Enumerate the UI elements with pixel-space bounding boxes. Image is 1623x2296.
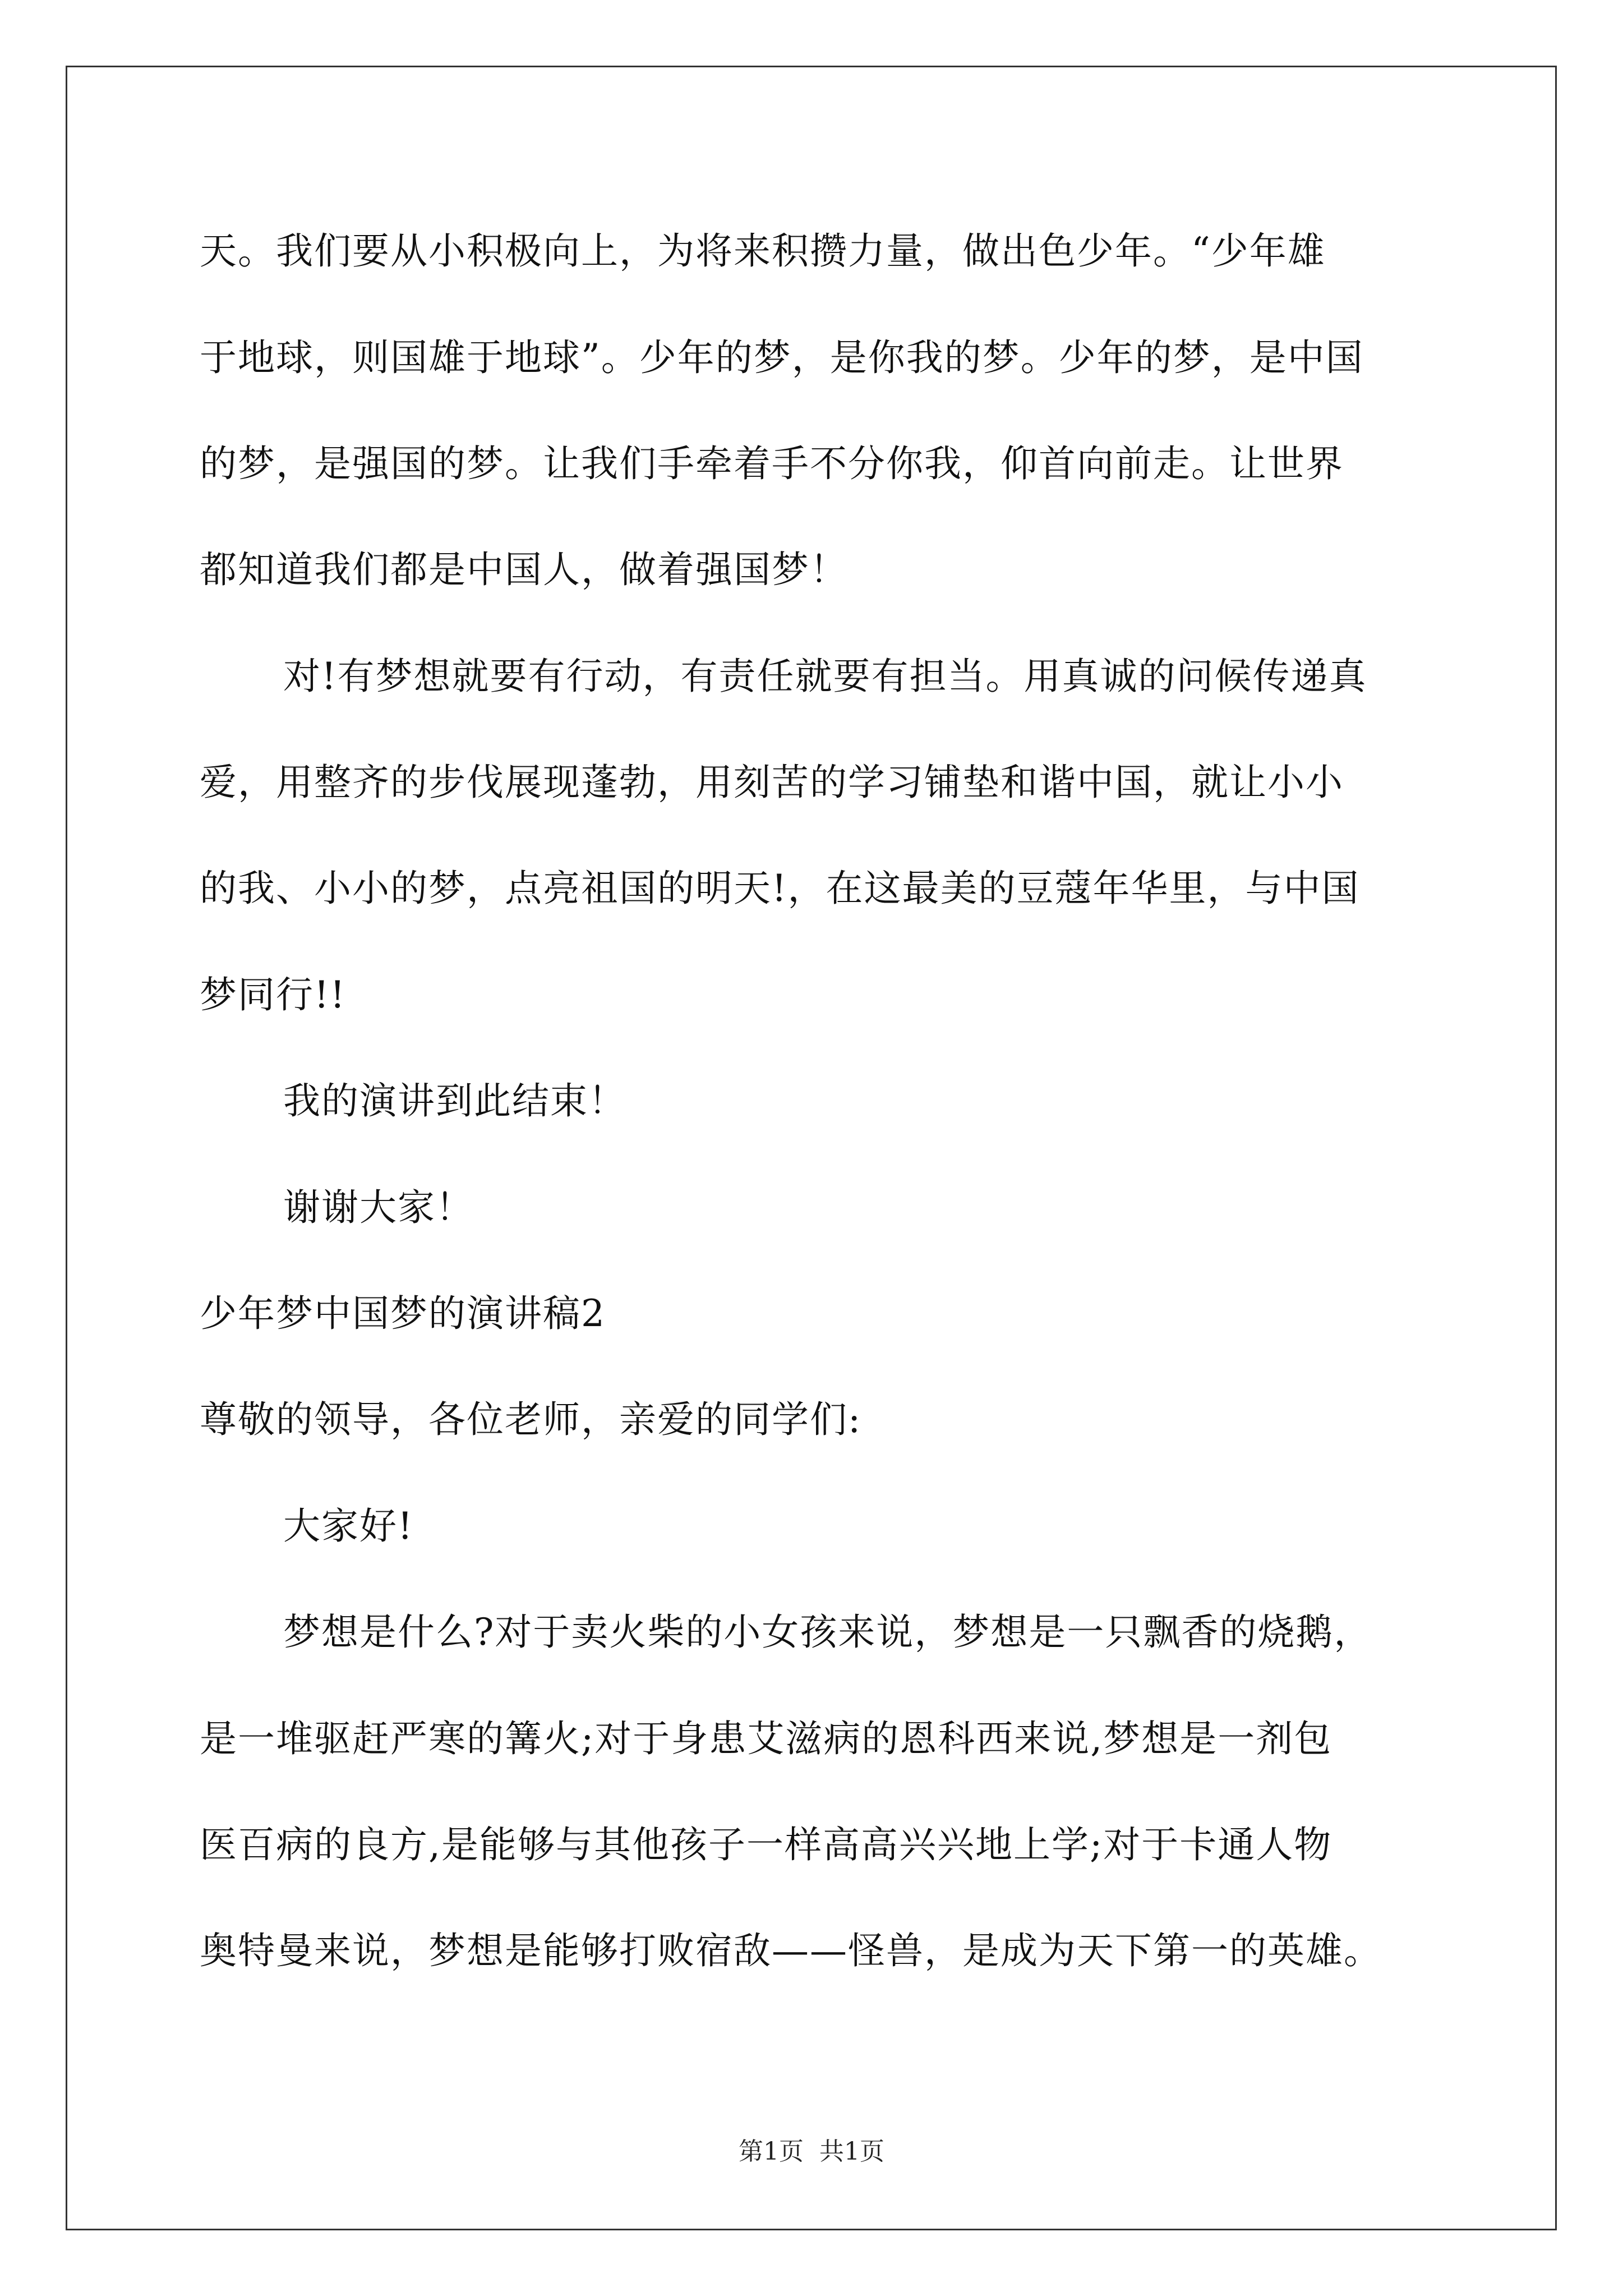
section-title: 少年梦中国梦的演讲稿2 bbox=[200, 1292, 606, 1335]
paragraph-line: 谢谢大家！ bbox=[283, 1186, 474, 1229]
body-line: 医百病的良方,是能够与其他孩子一样高高兴兴地上学;对于卡通人物 bbox=[200, 1823, 1332, 1866]
body-line: 于地球，则国雄于地球”。少年的梦，是你我的梦。少年的梦，是中国 bbox=[200, 336, 1364, 379]
body-line: 是一堆驱赶严寒的篝火;对于身患艾滋病的恩科西来说,梦想是一剂包 bbox=[200, 1717, 1332, 1760]
body-line: 奥特曼来说，梦想是能够打败宿敌——怪兽，是成为天下第一的英雄。 bbox=[200, 1929, 1382, 1972]
body-line: 天。我们要从小积极向上，为将来积攒力量，做出色少年。“少年雄 bbox=[200, 229, 1326, 273]
paragraph-line: 我的演讲到此结束！ bbox=[283, 1079, 626, 1122]
paragraph-line: 对!有梦想就要有行动，有责任就要有担当。用真诚的问候传递真 bbox=[283, 655, 1367, 698]
body-line: 爱，用整齐的步伐展现蓬勃，用刻苦的学习铺垫和谐中国，就让小小 bbox=[200, 761, 1344, 804]
paragraph-line: 梦想是什么?对于卖火柴的小女孩来说，梦想是一只飘香的烧鹅， bbox=[283, 1611, 1372, 1654]
body-line: 的梦，是强国的梦。让我们手牵着手不分你我，仰首向前走。让世界 bbox=[200, 442, 1344, 485]
body-line: 梦同行!! bbox=[200, 973, 347, 1016]
page-border bbox=[66, 66, 1557, 2230]
greeting-line: 大家好! bbox=[283, 1504, 414, 1548]
salutation-line: 尊敬的领导，各位老师，亲爱的同学们: bbox=[200, 1398, 862, 1441]
body-line: 都知道我们都是中国人，做着强国梦！ bbox=[200, 548, 848, 591]
page-number-footer: 第1页 共1页 bbox=[739, 2137, 884, 2166]
body-line: 的我、小小的梦，点亮祖国的明天!，在这最美的豆蔻年华里，与中国 bbox=[200, 867, 1360, 910]
